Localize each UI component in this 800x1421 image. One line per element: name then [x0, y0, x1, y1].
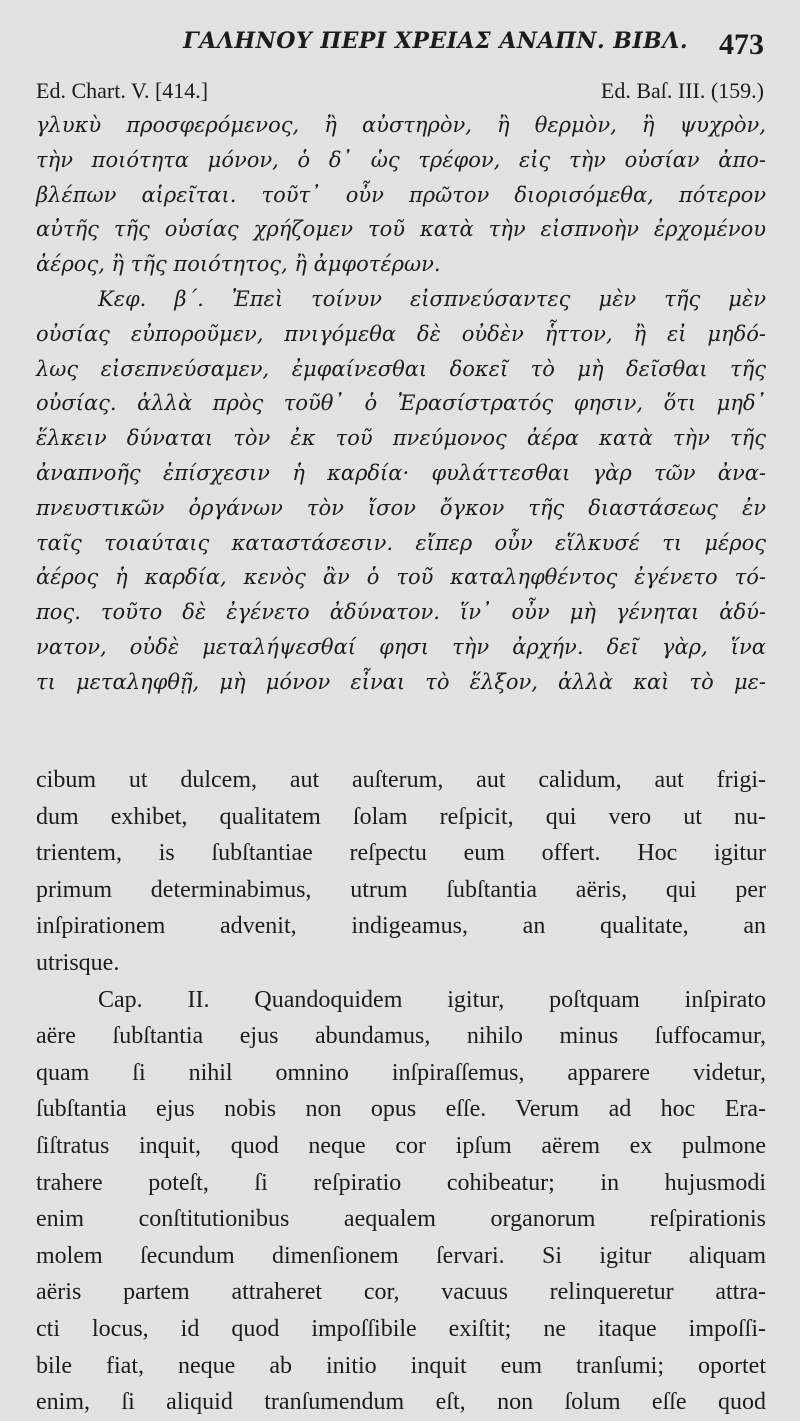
latin-line: utrisque. — [36, 949, 120, 976]
greek-line: τι μεταληφθῇ, μὴ μόνον εἶναι τὸ ἕλξον, ἀλλὰ καὶ τὸ με- — [36, 669, 766, 694]
edition-chartier-reference: Ed. Chart. V. [414.] — [36, 78, 209, 103]
latin-line: primum determinabimus, utrum ſubſtantia aëris, qui per — [36, 876, 766, 903]
greek-line: ταῖς τοιαύταις καταστάσεσιν. εἴπερ οὖν εἵλκυσέ τι μέρος — [36, 530, 766, 555]
latin-line: dum exhibet, qualitatem ſolam reſpicit, qui vero ut nu- — [36, 803, 766, 830]
greek-text-block — [36, 108, 766, 700]
latin-line: aëris partem attraheret cor, vacuus relinqueretur attra- — [36, 1279, 766, 1306]
latin-line: ſubſtantia ejus nobis non opus eſſe. Verum ad hoc Era- — [36, 1096, 766, 1123]
greek-line: γλυκὺ προσφερόμενος, ἢ αὐστηρὸν, ἢ θερμὸν, ἢ ψυχρὸν, — [36, 113, 766, 137]
latin-line: inſpirationem advenit, indigeamus, an qualitate, an — [36, 913, 766, 940]
greek-line: πος. τοῦτο δὲ ἐγένετο ἀδύνατον. ἵν᾽ οὖν μὴ γένηται ἀδύ- — [36, 600, 766, 625]
latin-line: quam ſi nihil omnino inſpiraſſemus, apparere videtur, — [36, 1059, 766, 1086]
page-number: 473 — [719, 28, 764, 61]
greek-line: ἀναπνοῆς ἐπίσχεσιν ἡ καρδία· φυλάττεσθαι γὰρ τῶν ἀνα- — [36, 460, 766, 485]
greek-line: τὴν ποιότητα μόνον, ὁ δ᾽ ὡς τρέφον, εἰς τὴν οὐσίαν ἀπο- — [36, 147, 766, 172]
greek-line: οὐσίας. ἀλλὰ πρὸς τοῦθ᾽ ὁ Ἐρασίστρατός φησιν, ὅτι μηδ᾽ — [36, 391, 766, 416]
latin-line: trientem, is ſubſtantiae reſpectu eum offert. Hoc igitur — [36, 840, 766, 867]
greek-line: ἀέρος ἡ καρδία, κενὸς ἂν ὁ τοῦ καταληφθέντος ἐγένετο τό- — [36, 565, 766, 590]
latin-line: cti locus, id quod impoſſibile exiſtit; ne itaque impoſſi- — [36, 1315, 766, 1342]
latin-line: enim conſtitutionibus aequalem organorum reſpirationis — [36, 1206, 766, 1233]
greek-line: ἀέρος, ἢ τῆς ποιότητος, ἢ ἀμφοτέρων. — [36, 252, 441, 277]
latin-text-block — [36, 762, 766, 1421]
greek-line: αὐτῆς τῆς οὐσίας χρήζομεν τοῦ κατὰ τὴν εἰσπνοὴν ἐρχομένου — [36, 217, 766, 242]
edition-basel-reference: Ed. Baſ. III. (159.) — [600, 78, 764, 103]
latin-line: bile fiat, neque ab initio inquit eum tranſumi; oportet — [36, 1352, 766, 1379]
latin-line: ſiſtratus inquit, quod neque cor ipſum aërem ex pulmone — [36, 1132, 766, 1159]
greek-line: λως εἰσεπνεύσαμεν, ἐμφαίνεσθαι δοκεῖ τὸ μὴ δεῖσθαι τῆς — [36, 356, 766, 381]
running-head-title: ΓΑΛΗΝΟΥ ΠΕΡΙ ΧΡΕΙΑΣ ΑΝΑΠΝ. ΒΙΒΛ. — [183, 28, 688, 54]
latin-line: molem ſecundum dimenſionem ſervari. Si igitur aliquam — [36, 1242, 766, 1269]
greek-line: οὐσίας εὐποροῦμεν, πνιγόμεθα δὲ οὐδὲν ἧττον, ἢ εἰ μηδό- — [36, 321, 766, 346]
latin-line: cibum ut dulcem, aut auſterum, aut calidum, aut frigi- — [36, 767, 766, 793]
latin-line: aëre ſubſtantia ejus abundamus, nihilo minus ſuffocamur, — [36, 1023, 766, 1050]
greek-chapter-heading-line: Κεφ. β΄. Ἐπεὶ τοίνυν εἰσπνεύσαντες μὲν τῆς μὲν — [98, 286, 766, 311]
greek-line: πνευστικῶν ὀργάνων τὸν ἴσον ὄγκον τῆς διαστάσεως ἐν — [36, 495, 766, 520]
greek-line: βλέπων αἱρεῖται. τοῦτ᾽ οὖν πρῶτον διορισόμεθα, πότερον — [36, 182, 766, 207]
latin-line: enim, ſi aliquid tranſumendum eſt, non ſolum eſſe quod — [36, 1389, 766, 1416]
greek-line: νατον, οὐδὲ μεταλήψεσθαί φησι τὴν ἀρχήν. δεῖ γὰρ, ἵνα — [36, 634, 766, 659]
greek-line: ἕλκειν δύναται τὸν ἐκ τοῦ πνεύμονος ἀέρα κατὰ τὴν τῆς — [36, 426, 766, 451]
latin-chapter-heading-line: Cap. II. Quandoquidem igitur, poſtquam inſpirato — [98, 986, 766, 1013]
latin-line: trahere poteſt, ſi reſpiratio cohibeatur; in hujusmodi — [36, 1169, 766, 1196]
